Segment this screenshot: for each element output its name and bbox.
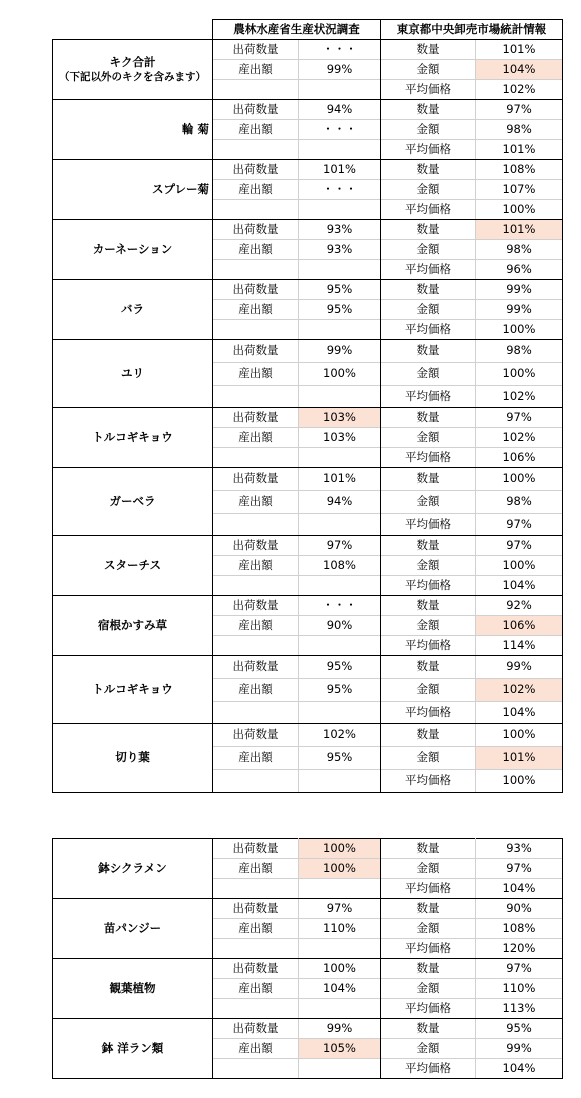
maff-label-cell	[213, 939, 299, 959]
category-name-cell	[53, 536, 213, 596]
maff-label-cell: 出荷数量	[213, 280, 299, 300]
tokyo-value-cell: 99%	[476, 280, 563, 300]
tokyo-label-cell: 平均価格	[381, 702, 476, 724]
tokyo-label-cell: 数量	[381, 408, 476, 428]
table-row	[53, 724, 563, 747]
tokyo-label-cell: 数量	[381, 536, 476, 556]
category-name-cell	[53, 468, 213, 536]
tokyo-value-cell: 104%	[476, 702, 563, 724]
maff-label-cell	[213, 448, 299, 468]
maff-value-cell	[299, 1059, 381, 1079]
category-name: バラ	[121, 301, 144, 316]
potted-plants-comparison-table	[52, 838, 563, 1079]
maff-value-cell: 95%	[299, 679, 381, 702]
maff-label-cell: 産出額	[213, 1039, 299, 1059]
maff-value-cell	[299, 770, 381, 793]
maff-label-cell	[213, 999, 299, 1019]
category-name: 宿根かすみ草	[98, 617, 167, 632]
maff-value-cell: 95%	[299, 300, 381, 320]
tokyo-value-cell: 106%	[476, 448, 563, 468]
table-row	[53, 408, 563, 428]
header-maff: 農林水産省生産状況調査	[213, 20, 381, 40]
tokyo-label-cell: 金額	[381, 240, 476, 260]
maff-label-cell	[213, 1059, 299, 1079]
tokyo-value-cell: 97%	[476, 959, 563, 979]
category-name: 鉢 洋ラン類	[101, 1040, 164, 1055]
category-name: ユリ	[121, 365, 144, 380]
tokyo-label-cell: 金額	[381, 556, 476, 576]
category-name-cell	[53, 280, 213, 340]
tokyo-label-cell: 平均価格	[381, 879, 476, 899]
maff-value-cell: 101%	[299, 160, 381, 180]
maff-label-cell: 産出額	[213, 300, 299, 320]
tokyo-label-cell: 平均価格	[381, 939, 476, 959]
maff-value-cell: 93%	[299, 220, 381, 240]
tokyo-label-cell: 金額	[381, 300, 476, 320]
tokyo-value-cell: 101%	[476, 747, 563, 770]
tokyo-value-cell: 101%	[476, 220, 563, 240]
maff-value-cell: 105%	[299, 1039, 381, 1059]
category-name-cell	[53, 160, 213, 220]
table-row	[53, 959, 563, 979]
category-name: 苗パンジー	[103, 920, 162, 935]
tokyo-label-cell: 金額	[381, 428, 476, 448]
tokyo-value-cell: 101%	[476, 140, 563, 160]
tokyo-label-cell: 数量	[381, 40, 476, 60]
tokyo-value-cell: 101%	[476, 40, 563, 60]
tokyo-label-cell: 平均価格	[381, 636, 476, 656]
tokyo-label-cell: 数量	[381, 839, 476, 859]
maff-label-cell: 出荷数量	[213, 656, 299, 679]
category-name-cell	[53, 1019, 213, 1079]
table-row	[53, 40, 563, 60]
tokyo-label-cell: 平均価格	[381, 448, 476, 468]
maff-label-cell: 産出額	[213, 60, 299, 80]
category-name: 鉢シクラメン	[98, 860, 167, 875]
category-name: スプレー菊	[151, 181, 209, 196]
tokyo-value-cell: 93%	[476, 839, 563, 859]
maff-label-cell	[213, 514, 299, 536]
maff-label-cell: 産出額	[213, 616, 299, 636]
tokyo-label-cell: 金額	[381, 859, 476, 879]
tokyo-value-cell: 97%	[476, 859, 563, 879]
tokyo-value-cell: 95%	[476, 1019, 563, 1039]
maff-label-cell	[213, 140, 299, 160]
tokyo-value-cell: 110%	[476, 979, 563, 999]
tokyo-label-cell: 数量	[381, 280, 476, 300]
maff-label-cell	[213, 879, 299, 899]
table-row	[53, 839, 563, 859]
tokyo-label-cell: 数量	[381, 160, 476, 180]
category-name-cell	[53, 959, 213, 1019]
tokyo-label-cell: 金額	[381, 60, 476, 80]
tokyo-label-cell: 平均価格	[381, 386, 476, 408]
maff-label-cell	[213, 260, 299, 280]
maff-value-cell: ・・・	[299, 40, 381, 60]
maff-label-cell: 出荷数量	[213, 220, 299, 240]
tokyo-value-cell: 100%	[476, 320, 563, 340]
tokyo-value-cell: 106%	[476, 616, 563, 636]
tokyo-value-cell: 100%	[476, 724, 563, 747]
tokyo-label-cell: 金額	[381, 180, 476, 200]
maff-value-cell: ・・・	[299, 180, 381, 200]
maff-value-cell: 90%	[299, 616, 381, 636]
tokyo-value-cell: 120%	[476, 939, 563, 959]
maff-value-cell: 110%	[299, 919, 381, 939]
maff-value-cell: 101%	[299, 468, 381, 491]
header-tokyo: 東京都中央卸売市場統計情報	[381, 20, 563, 40]
tokyo-value-cell: 100%	[476, 200, 563, 220]
tokyo-value-cell: 104%	[476, 576, 563, 596]
maff-label-cell: 産出額	[213, 240, 299, 260]
maff-value-cell	[299, 320, 381, 340]
maff-value-cell	[299, 80, 381, 100]
maff-label-cell	[213, 200, 299, 220]
table-row	[53, 100, 563, 120]
maff-label-cell: 産出額	[213, 120, 299, 140]
maff-label-cell: 産出額	[213, 180, 299, 200]
maff-value-cell: 95%	[299, 656, 381, 679]
table-row	[53, 596, 563, 616]
maff-value-cell: 100%	[299, 959, 381, 979]
maff-label-cell: 出荷数量	[213, 899, 299, 919]
category-name: トルコギキョウ	[92, 681, 173, 696]
category-name: カーネーション	[92, 241, 173, 256]
table-row	[53, 280, 563, 300]
maff-value-cell	[299, 260, 381, 280]
tokyo-label-cell: 数量	[381, 100, 476, 120]
flowers-comparison-table	[52, 19, 563, 793]
maff-value-cell	[299, 702, 381, 724]
category-name-cell	[53, 40, 213, 100]
maff-label-cell: 出荷数量	[213, 536, 299, 556]
table-row	[53, 536, 563, 556]
maff-label-cell	[213, 320, 299, 340]
tokyo-label-cell: 平均価格	[381, 260, 476, 280]
maff-label-cell: 産出額	[213, 363, 299, 386]
table-row	[53, 160, 563, 180]
tokyo-value-cell: 100%	[476, 770, 563, 793]
category-name: スターチス	[103, 557, 162, 572]
tokyo-label-cell: 金額	[381, 679, 476, 702]
maff-value-cell: 108%	[299, 556, 381, 576]
tokyo-label-cell: 平均価格	[381, 514, 476, 536]
maff-value-cell: 102%	[299, 724, 381, 747]
maff-label-cell: 産出額	[213, 859, 299, 879]
maff-label-cell: 出荷数量	[213, 468, 299, 491]
tokyo-value-cell: 97%	[476, 100, 563, 120]
tokyo-value-cell: 100%	[476, 468, 563, 491]
maff-label-cell: 産出額	[213, 919, 299, 939]
maff-label-cell: 産出額	[213, 679, 299, 702]
category-name-cell	[53, 408, 213, 468]
maff-label-cell: 出荷数量	[213, 340, 299, 363]
maff-value-cell	[299, 386, 381, 408]
tokyo-value-cell: 108%	[476, 160, 563, 180]
category-name: 輪 菊	[181, 121, 209, 136]
tokyo-label-cell: 平均価格	[381, 140, 476, 160]
maff-value-cell: ・・・	[299, 120, 381, 140]
tokyo-value-cell: 114%	[476, 636, 563, 656]
tokyo-label-cell: 金額	[381, 747, 476, 770]
tokyo-label-cell: 金額	[381, 919, 476, 939]
category-name-cell	[53, 724, 213, 793]
tokyo-label-cell: 平均価格	[381, 770, 476, 793]
tokyo-label-cell: 平均価格	[381, 576, 476, 596]
header-blank-cell	[53, 20, 213, 40]
maff-label-cell: 産出額	[213, 491, 299, 514]
tokyo-label-cell: 金額	[381, 491, 476, 514]
tokyo-label-cell: 平均価格	[381, 999, 476, 1019]
table-row	[53, 1019, 563, 1039]
tokyo-value-cell: 113%	[476, 999, 563, 1019]
maff-value-cell: 100%	[299, 839, 381, 859]
tokyo-value-cell: 99%	[476, 1039, 563, 1059]
maff-value-cell: ・・・	[299, 596, 381, 616]
tokyo-label-cell: 平均価格	[381, 1059, 476, 1079]
category-name: キク合計	[109, 55, 156, 69]
tokyo-value-cell: 102%	[476, 428, 563, 448]
maff-label-cell: 産出額	[213, 556, 299, 576]
category-name-cell	[53, 220, 213, 280]
category-name-cell	[53, 340, 213, 408]
maff-value-cell	[299, 140, 381, 160]
maff-label-cell: 出荷数量	[213, 100, 299, 120]
maff-value-cell	[299, 514, 381, 536]
category-name-cell	[53, 839, 213, 899]
tokyo-label-cell: 数量	[381, 899, 476, 919]
tokyo-label-cell: 平均価格	[381, 80, 476, 100]
maff-label-cell: 産出額	[213, 979, 299, 999]
maff-value-cell	[299, 879, 381, 899]
maff-value-cell: 95%	[299, 747, 381, 770]
tokyo-value-cell: 98%	[476, 120, 563, 140]
maff-value-cell	[299, 636, 381, 656]
category-name: ガーベラ	[109, 493, 156, 508]
tokyo-label-cell: 数量	[381, 724, 476, 747]
tokyo-value-cell: 97%	[476, 408, 563, 428]
maff-value-cell: 95%	[299, 280, 381, 300]
tokyo-value-cell: 104%	[476, 879, 563, 899]
category-name-cell	[53, 100, 213, 160]
tokyo-value-cell: 107%	[476, 180, 563, 200]
maff-label-cell	[213, 80, 299, 100]
category-subtitle: （下記以外のキクを含みます）	[59, 70, 206, 83]
maff-value-cell: 94%	[299, 100, 381, 120]
table-row	[53, 340, 563, 363]
tokyo-label-cell: 金額	[381, 120, 476, 140]
maff-label-cell	[213, 702, 299, 724]
tokyo-label-cell: 金額	[381, 979, 476, 999]
maff-label-cell: 出荷数量	[213, 1019, 299, 1039]
category-name-cell	[53, 656, 213, 724]
tokyo-label-cell: 平均価格	[381, 200, 476, 220]
tokyo-label-cell: 数量	[381, 656, 476, 679]
maff-label-cell	[213, 576, 299, 596]
tokyo-label-cell: 数量	[381, 468, 476, 491]
tokyo-value-cell: 92%	[476, 596, 563, 616]
category-name-cell	[53, 899, 213, 959]
tokyo-value-cell: 104%	[476, 60, 563, 80]
tokyo-label-cell: 金額	[381, 363, 476, 386]
maff-label-cell	[213, 770, 299, 793]
maff-value-cell: 94%	[299, 491, 381, 514]
table-row	[53, 899, 563, 919]
maff-label-cell: 出荷数量	[213, 839, 299, 859]
maff-label-cell: 出荷数量	[213, 40, 299, 60]
tokyo-label-cell: 金額	[381, 1039, 476, 1059]
tokyo-label-cell: 数量	[381, 1019, 476, 1039]
tokyo-value-cell: 102%	[476, 679, 563, 702]
maff-label-cell: 産出額	[213, 747, 299, 770]
category-name-cell	[53, 596, 213, 656]
table-row	[53, 220, 563, 240]
tokyo-value-cell: 102%	[476, 80, 563, 100]
maff-label-cell: 出荷数量	[213, 724, 299, 747]
tokyo-label-cell: 数量	[381, 220, 476, 240]
tokyo-value-cell: 104%	[476, 1059, 563, 1079]
maff-label-cell: 産出額	[213, 428, 299, 448]
maff-value-cell	[299, 576, 381, 596]
tokyo-label-cell: 金額	[381, 616, 476, 636]
tokyo-value-cell: 102%	[476, 386, 563, 408]
maff-value-cell: 97%	[299, 899, 381, 919]
category-name: 観葉植物	[109, 980, 156, 995]
tokyo-label-cell: 数量	[381, 340, 476, 363]
maff-value-cell: 100%	[299, 859, 381, 879]
maff-value-cell	[299, 200, 381, 220]
tokyo-value-cell: 99%	[476, 656, 563, 679]
maff-value-cell: 99%	[299, 60, 381, 80]
maff-value-cell: 104%	[299, 979, 381, 999]
category-name: トルコギキョウ	[92, 429, 173, 444]
maff-label-cell: 出荷数量	[213, 596, 299, 616]
maff-value-cell	[299, 448, 381, 468]
maff-value-cell: 103%	[299, 408, 381, 428]
table-row	[53, 468, 563, 491]
maff-label-cell	[213, 386, 299, 408]
maff-value-cell: 99%	[299, 1019, 381, 1039]
maff-label-cell: 出荷数量	[213, 160, 299, 180]
tokyo-value-cell: 98%	[476, 240, 563, 260]
maff-value-cell	[299, 939, 381, 959]
tokyo-label-cell: 平均価格	[381, 320, 476, 340]
maff-label-cell	[213, 636, 299, 656]
maff-label-cell: 出荷数量	[213, 408, 299, 428]
maff-value-cell: 103%	[299, 428, 381, 448]
tokyo-value-cell: 99%	[476, 300, 563, 320]
tokyo-value-cell: 97%	[476, 536, 563, 556]
maff-value-cell: 99%	[299, 340, 381, 363]
header-row	[53, 20, 563, 40]
tokyo-value-cell: 100%	[476, 556, 563, 576]
tokyo-label-cell: 数量	[381, 596, 476, 616]
tokyo-value-cell: 98%	[476, 340, 563, 363]
maff-value-cell: 100%	[299, 363, 381, 386]
tokyo-label-cell: 数量	[381, 959, 476, 979]
category-name: 切り葉	[115, 750, 150, 765]
maff-value-cell	[299, 999, 381, 1019]
tokyo-value-cell: 98%	[476, 491, 563, 514]
tokyo-value-cell: 100%	[476, 363, 563, 386]
tokyo-value-cell: 96%	[476, 260, 563, 280]
tokyo-value-cell: 97%	[476, 514, 563, 536]
maff-label-cell: 出荷数量	[213, 959, 299, 979]
tokyo-value-cell: 90%	[476, 899, 563, 919]
maff-value-cell: 97%	[299, 536, 381, 556]
maff-value-cell: 93%	[299, 240, 381, 260]
table-row	[53, 656, 563, 679]
tokyo-value-cell: 108%	[476, 919, 563, 939]
